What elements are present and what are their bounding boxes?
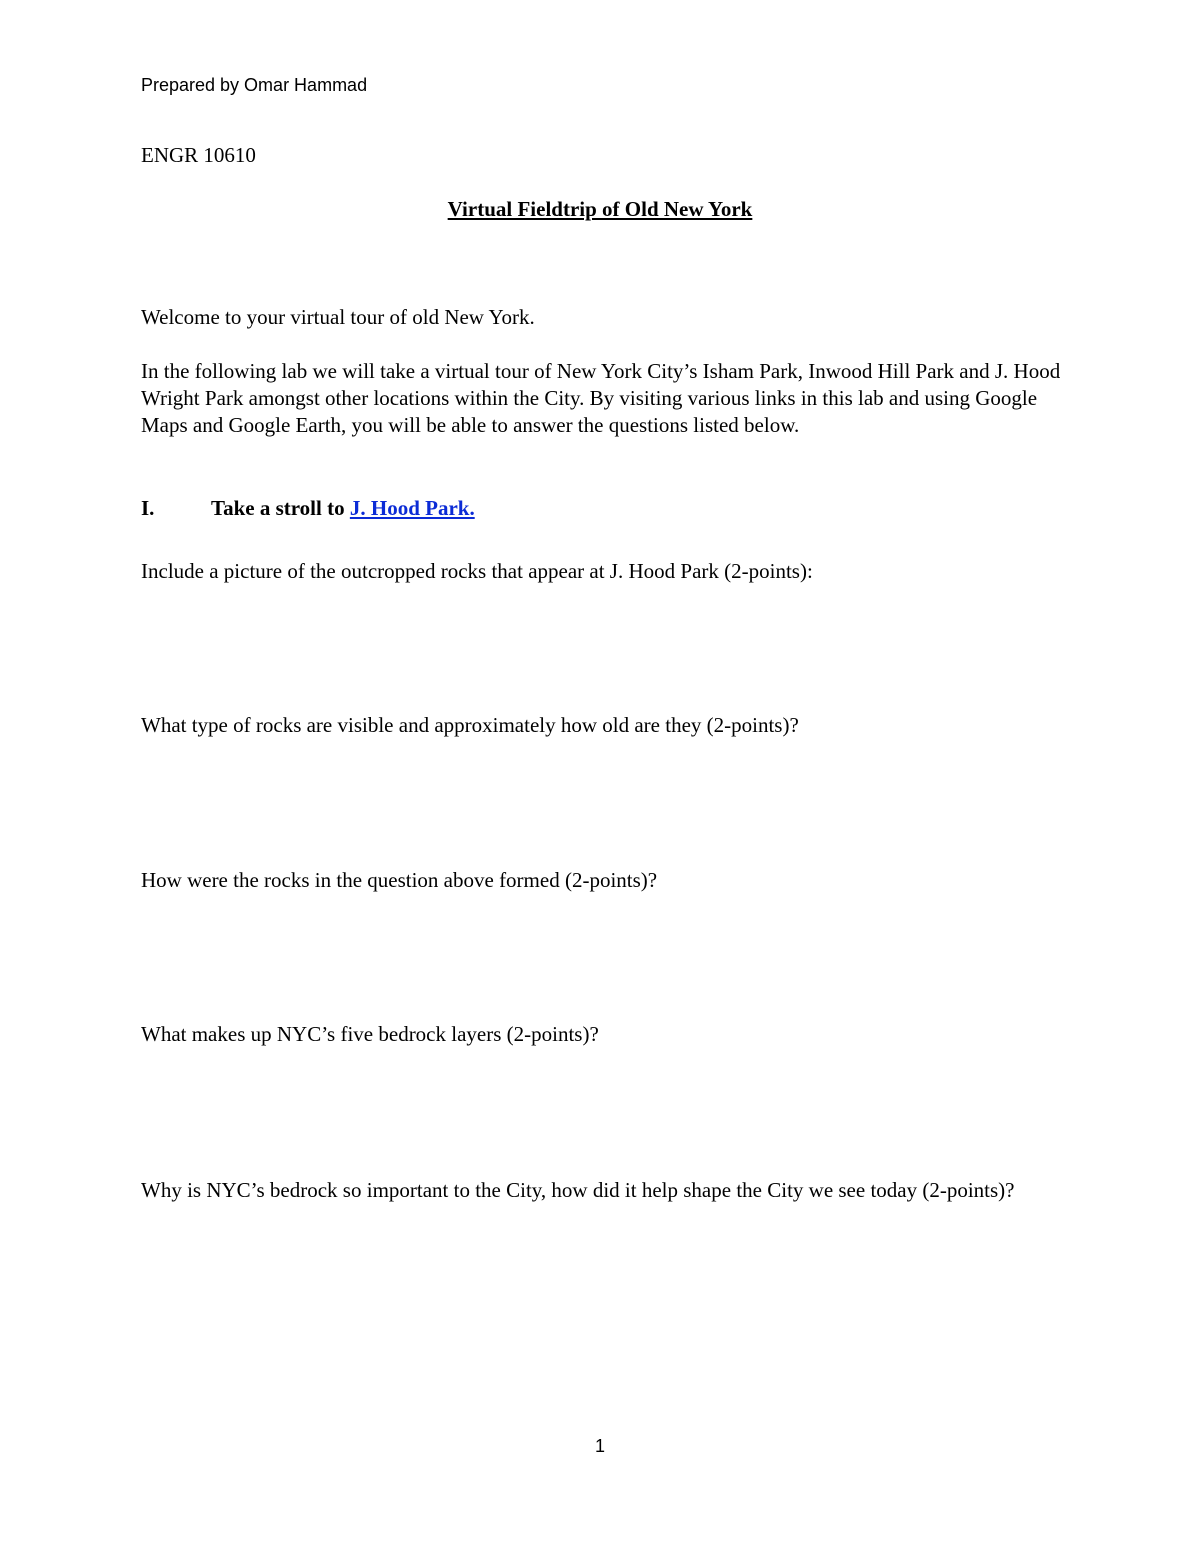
question-2: What type of rocks are visible and approximately how old are they (2-points)?	[141, 713, 799, 737]
section-heading	[141, 494, 475, 522]
question-3: How were the rocks in the question above formed (2-points)?	[141, 868, 658, 892]
section-heading-text: Take a stroll to	[211, 496, 350, 520]
question-4: What makes up NYC’s five bedrock layers (2-points)?	[141, 1022, 599, 1046]
prepared-by-header: Prepared by Omar Hammad	[141, 75, 368, 95]
j-hood-park-link[interactable]: J. Hood Park.	[349, 496, 475, 520]
page-number: 1	[594, 1436, 605, 1456]
question-5: Why is NYC’s bedrock so important to the City, how did it help shape the City we see today (2-points)?	[141, 1178, 1015, 1202]
intro-paragraph: In the following lab we will take a virtual tour of New York City’s Isham Park, Inwood Hill Park and J. Hood Wright Park amongst other locations within the City. By visiting various links in this lab and using Google Maps and Google Earth, you will be able to answer the questions listed below.	[141, 359, 1061, 437]
welcome-paragraph: Welcome to your virtual tour of old New York.	[141, 305, 535, 329]
question-1: Include a picture of the outcropped rocks that appear at J. Hood Park (2-points):	[141, 559, 813, 583]
section-number: I.	[141, 496, 155, 520]
document-title: Virtual Fieldtrip of Old New York	[447, 197, 753, 221]
course-code: ENGR 10610	[141, 143, 256, 167]
